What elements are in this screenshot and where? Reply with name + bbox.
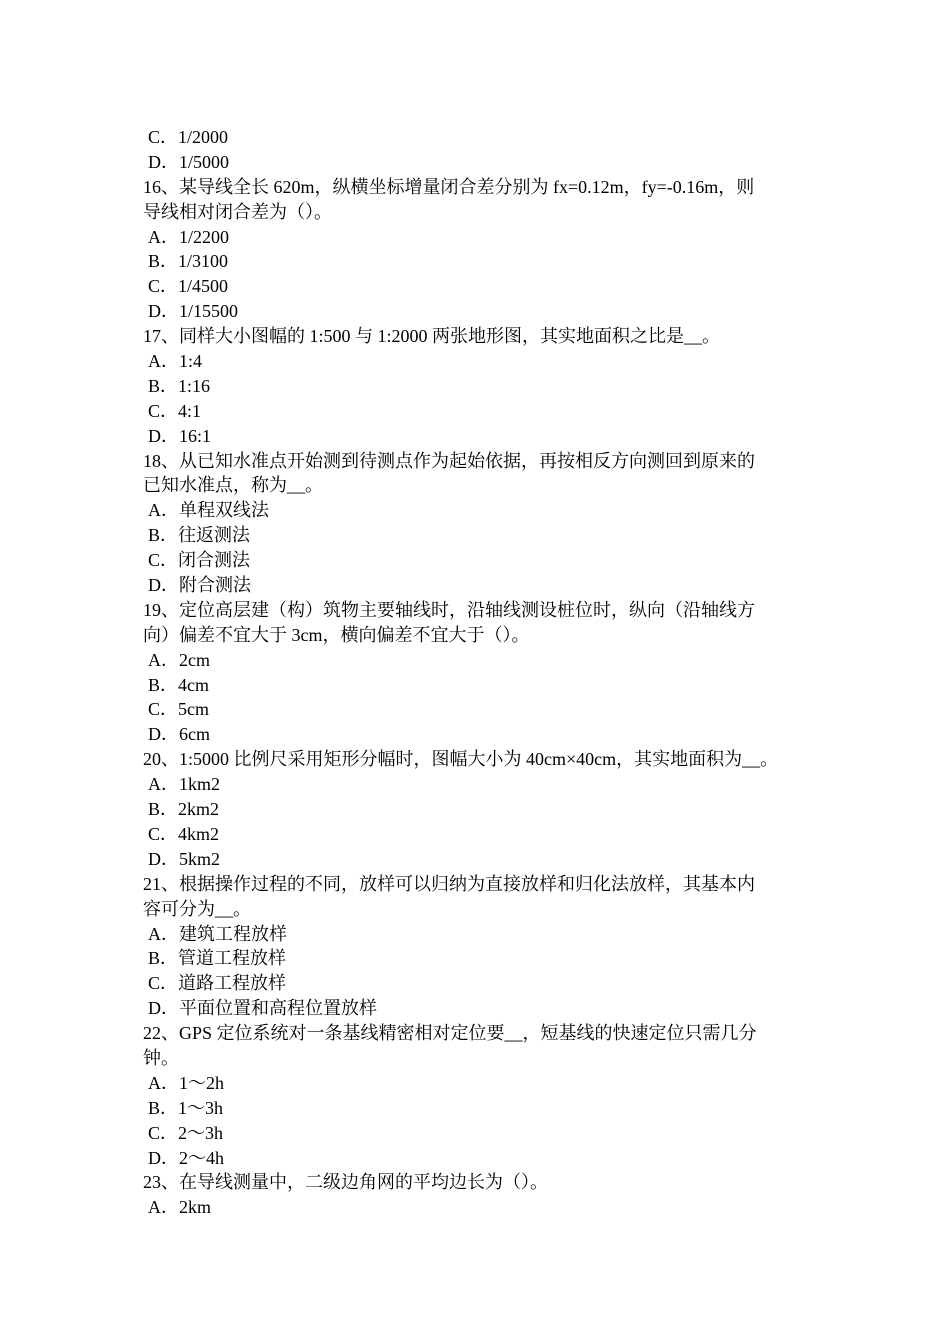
option-line: C．1/4500 bbox=[148, 276, 229, 297]
option-line: B．管道工程放样 bbox=[148, 948, 287, 969]
option-line: A．1km2 bbox=[148, 774, 220, 795]
option-line: C．闭合测法 bbox=[148, 550, 251, 571]
question-line: 19、定位高层建（构）筑物主要轴线时，沿轴线测设桩位时，纵向（沿轴线方 bbox=[143, 599, 755, 620]
option-line: A．1:4 bbox=[148, 351, 202, 372]
option-line: B．4cm bbox=[148, 674, 209, 695]
option-line: D．2～4h bbox=[148, 1147, 224, 1168]
option-line: A．1～2h bbox=[148, 1072, 224, 1093]
question-line: 22、GPS 定位系统对一条基线精密相对定位要__，短基线的快速定位只需几分 bbox=[143, 1023, 757, 1044]
option-line: A．单程双线法 bbox=[148, 500, 269, 521]
option-line: A．1/2200 bbox=[148, 226, 229, 247]
question-line: 21、根据操作过程的不同，放样可以归纳为直接放样和归化法放样，其基本内 bbox=[143, 873, 755, 894]
option-line: D．6cm bbox=[148, 724, 210, 745]
option-line: B．2km2 bbox=[148, 799, 220, 820]
question-line: 18、从已知水准点开始测到待测点作为起始依据，再按相反方向测回到原来的 bbox=[143, 450, 755, 471]
question-line: 16、某导线全长 620m，纵横坐标增量闭合差分别为 fx=0.12m，fy=-0.16m，则 bbox=[143, 176, 755, 197]
option-line: C．道路工程放样 bbox=[148, 973, 287, 994]
option-line: C．2～3h bbox=[148, 1122, 224, 1143]
question-line: 钟。 bbox=[143, 1047, 179, 1068]
option-line: C．4km2 bbox=[148, 823, 220, 844]
question-line: 导线相对闭合差为（）。 bbox=[143, 201, 332, 222]
option-line: A．2cm bbox=[148, 649, 210, 670]
option-line: B．1～3h bbox=[148, 1097, 224, 1118]
option-line: D．1/15500 bbox=[148, 301, 238, 322]
option-line: C．5cm bbox=[148, 699, 209, 720]
question-line: 容可分为__。 bbox=[143, 898, 251, 919]
question-line: 17、同样大小图幅的 1:500 与 1:2000 两张地形图，其实地面积之比是__。 bbox=[143, 326, 720, 347]
option-line: C．4:1 bbox=[148, 400, 202, 421]
question-line: 23、在导线测量中，二级边角网的平均边长为（）。 bbox=[143, 1172, 548, 1193]
question-line: 向）偏差不宜大于 3cm，横向偏差不宜大于（）。 bbox=[143, 624, 530, 645]
document-body bbox=[143, 125, 823, 1220]
option-line: A．2km bbox=[148, 1197, 211, 1218]
question-line: 20、1:5000 比例尺采用矩形分幅时，图幅大小为 40cm×40cm，其实地面积为__。 bbox=[143, 749, 779, 770]
option-line: D．1/5000 bbox=[148, 151, 229, 172]
option-line: D．附合测法 bbox=[148, 575, 251, 596]
option-line: B．1:16 bbox=[148, 375, 211, 396]
option-line: D．16:1 bbox=[148, 425, 211, 446]
option-line: B．1/3100 bbox=[148, 251, 229, 272]
option-line: C．1/2000 bbox=[148, 127, 229, 147]
option-line: D．平面位置和高程位置放样 bbox=[148, 998, 377, 1019]
option-line: B．往返测法 bbox=[148, 525, 251, 546]
question-line: 已知水准点，称为__。 bbox=[143, 475, 323, 496]
option-line: A．建筑工程放样 bbox=[148, 923, 287, 944]
option-line: D．5km2 bbox=[148, 848, 220, 869]
